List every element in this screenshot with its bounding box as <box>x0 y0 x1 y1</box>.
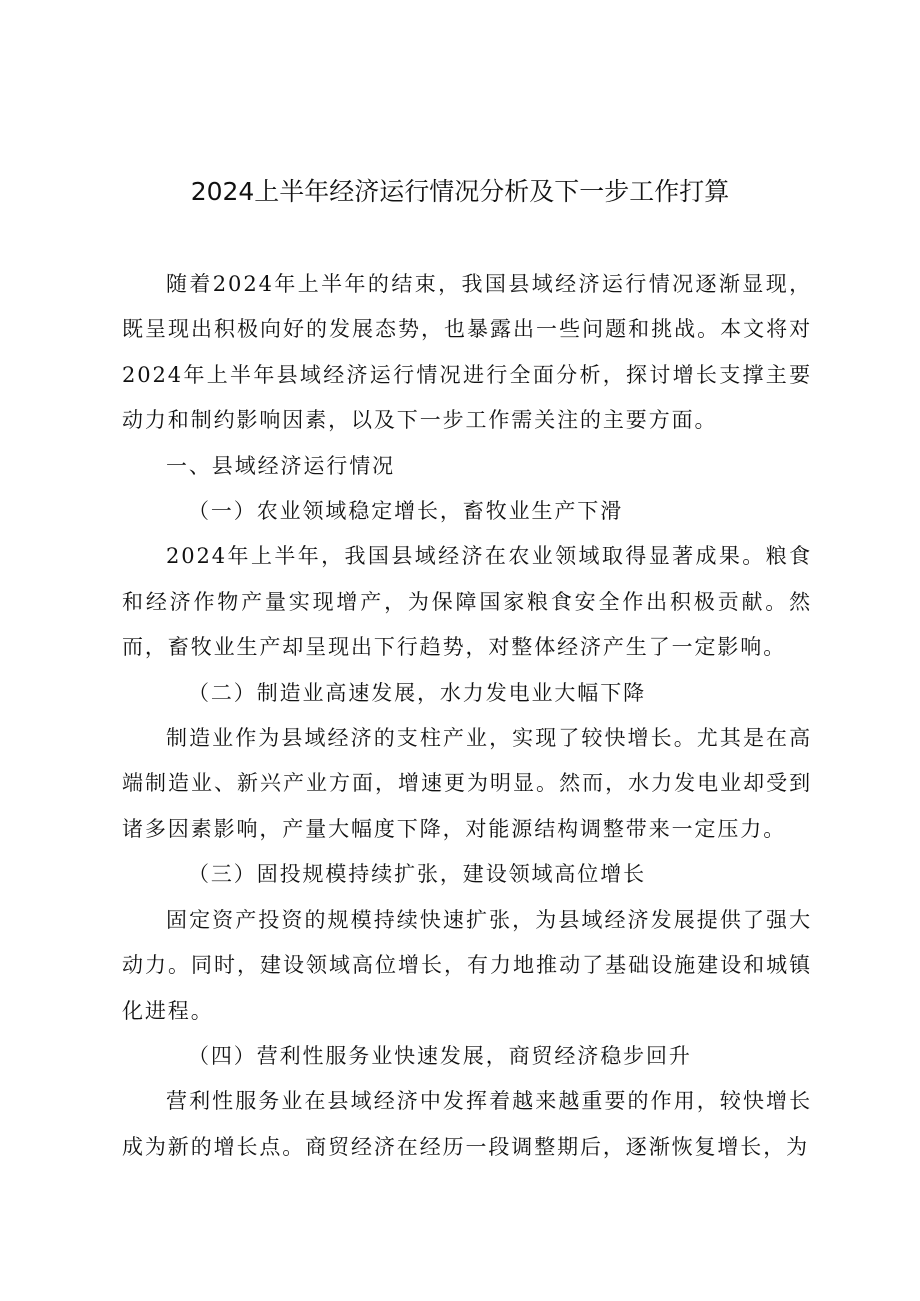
paragraph-services: 营利性服务业在县域经济中发挥着越来越重要的作用，较快增长成为新的增长点。商贸经济在经历一段调整期后，逐渐恢复增长，为 <box>122 1089 812 1159</box>
subsection-heading-1: （一）农业领域稳定增长，畜牧业生产下滑 <box>188 499 624 524</box>
document-title: 2024上半年经济运行情况分析及下一步工作打算 <box>190 177 730 206</box>
section-heading-1: 一、县域经济运行情况 <box>166 453 395 478</box>
paragraph-investment: 固定资产投资的规模持续快速扩张，为县域经济发展提供了强大动力。同时，建设领域高位增长，有力地推动了基础设施建设和城镇化进程。 <box>122 907 812 1023</box>
intro-paragraph: 随着2024年上半年的结束，我国县域经济运行情况逐渐显现，既呈现出积极向好的发展态势，也暴露出一些问题和挑战。本文将对2024年上半年县域经济运行情况进行全面分析，探讨增长支撑主要动力和制约影响因素，以及下一步工作需关注的主要方面。 <box>122 272 812 433</box>
paragraph-manufacturing: 制造业作为县域经济的支柱产业，实现了较快增长。尤其是在高端制造业、新兴产业方面，增速更为明显。然而，水力发电业却受到诸多因素影响，产量大幅度下降，对能源结构调整带来一定压力。 <box>122 726 812 841</box>
subsection-heading-4: （四）营利性服务业快速发展，商贸经济稳步回升 <box>188 1043 692 1068</box>
paragraph-agriculture: 2024年上半年，我国县域经济在农业领域取得显著成果。粮食和经济作物产量实现增产，为保障国家粮食安全作出积极贡献。然而，畜牧业生产却呈现出下行趋势，对整体经济产生了一定影响。 <box>122 544 812 660</box>
subsection-heading-2: （二）制造业高速发展，水力发电业大幅下降 <box>188 680 646 705</box>
subsection-heading-3: （三）固投规模持续扩张，建设领域高位增长 <box>188 862 646 887</box>
document-body <box>122 262 812 1170</box>
